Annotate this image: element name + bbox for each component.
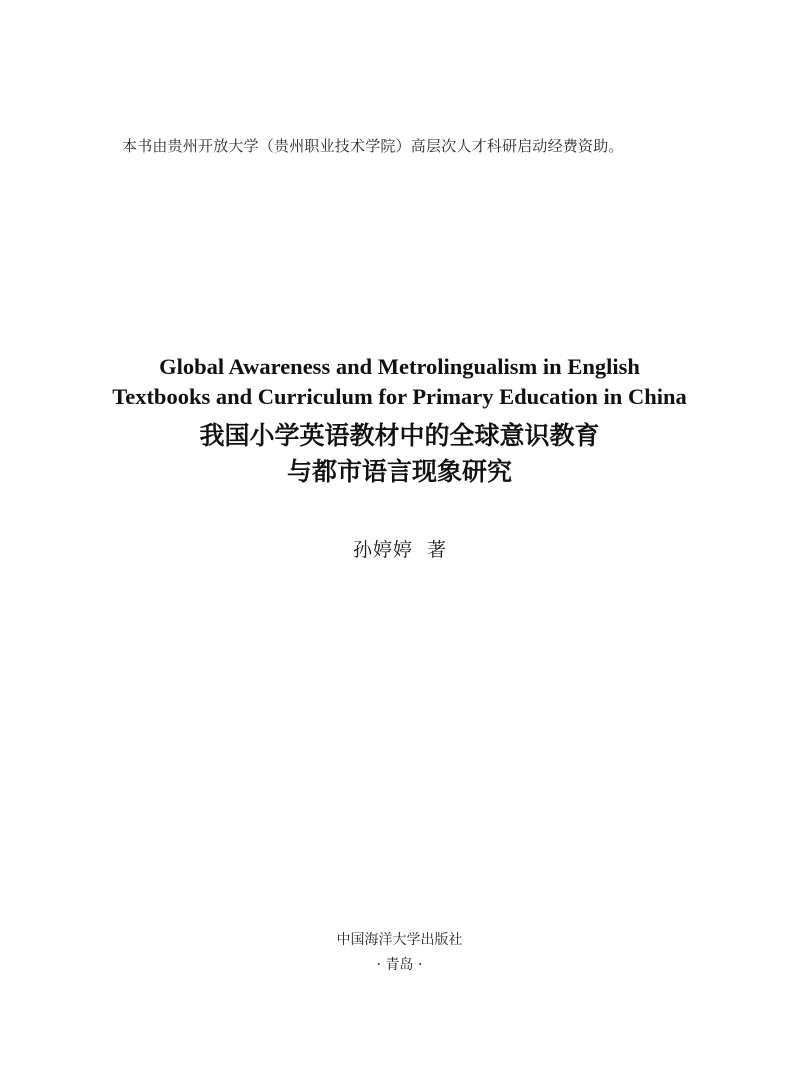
english-title-line-1: Global Awareness and Metrolingualism in English — [159, 354, 640, 379]
publisher-name: 中国海洋大学出版社 — [336, 932, 463, 948]
author-name: 孙婷婷 — [352, 539, 413, 561]
english-title — [0, 352, 799, 412]
publisher-city: · 青岛 · — [376, 957, 423, 973]
chinese-title-line-1: 我国小学英语教材中的全球意识教育 — [199, 421, 600, 450]
chinese-title — [0, 418, 799, 490]
funding-note: 本书由贵州开放大学（贵州职业技术学院）高层次人才科研启动经费资助。 — [122, 137, 624, 155]
chinese-title-line-2: 与都市语言现象研究 — [286, 457, 512, 486]
author-line — [0, 535, 799, 562]
english-title-line-2: Textbooks and Curriculum for Primary Education in China — [112, 384, 687, 409]
author-role: 著 — [427, 539, 447, 561]
